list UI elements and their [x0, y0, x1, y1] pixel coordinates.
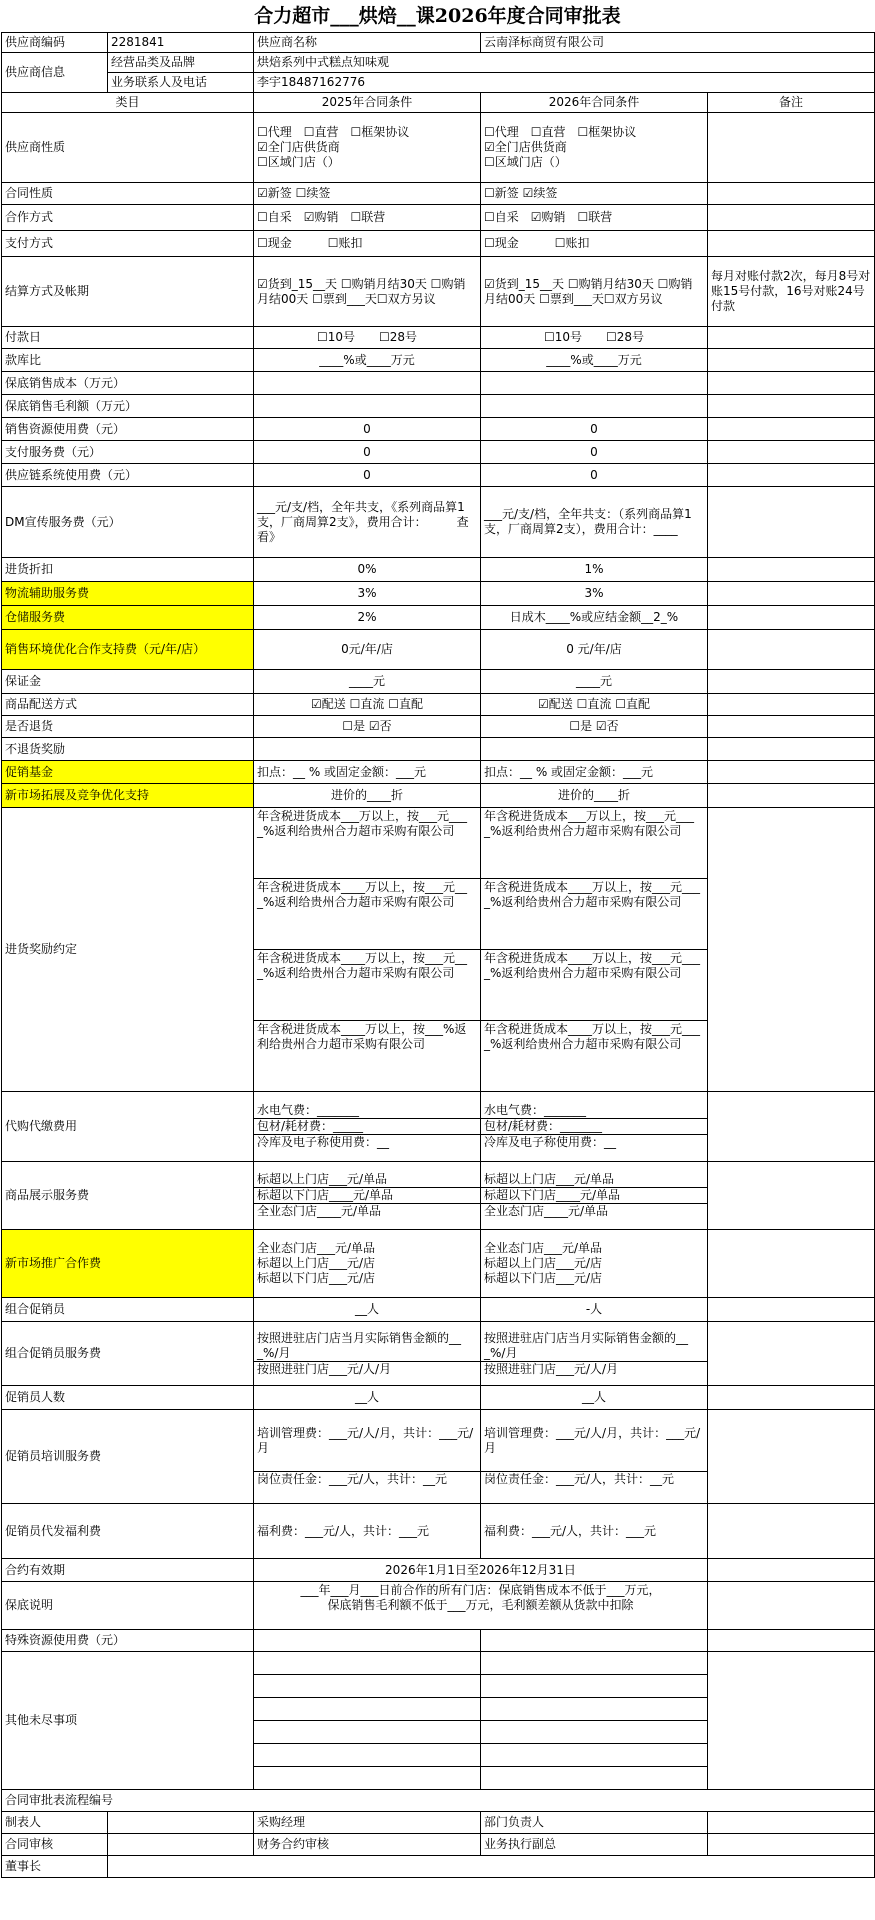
rebate-2026-tier: 年含税进货成本____万以上，按___元____%返利给贵州合力超市采购有限公司 — [481, 950, 708, 1021]
mkt-promo-2025 — [254, 1230, 481, 1298]
header-2025: 2025年合同条件 — [254, 93, 481, 113]
other-cell — [254, 1652, 481, 1675]
row-label-settle: 结算方式及帐期 — [2, 257, 254, 327]
deposit-2025: ____元 — [254, 670, 481, 694]
row-label-discount: 进货折扣 — [2, 558, 254, 582]
env-2026: 0 元/年/店 — [481, 630, 708, 670]
pay-svc-2026: 0 — [481, 441, 708, 464]
row-label-guar-cost: 保底销售成本（万元） — [2, 372, 254, 395]
promoter-fee-2026-line: 按照进驻门店___元/人/月 — [484, 1361, 619, 1376]
header-2026: 2026年合同条件 — [481, 93, 708, 113]
other-cell — [254, 1767, 481, 1790]
display-2025-line: 标超以上门店___元/单品 — [254, 1172, 480, 1188]
display-2026-line: 标超以下门店____元/单品 — [481, 1188, 707, 1204]
promo-fund-2026: 扣点：__ % 或固定金额：___元 — [481, 761, 708, 784]
row-label-nature: 供应商性质 — [2, 113, 254, 183]
display-remark — [708, 1162, 875, 1230]
row-label-contract-type: 合同性质 — [2, 183, 254, 205]
guarantee-line: 保底销售毛利额不低于___万元，毛利额差额从货款中扣除 — [327, 1598, 634, 1612]
row-label-rebate: 进货奖励约定 — [2, 808, 254, 1092]
other-cell — [254, 1698, 481, 1721]
contract-type-2025: ☑新签 ☐续签 — [254, 183, 481, 205]
welfare-2026: 福利费：___元/人，共计：___元 — [481, 1504, 708, 1559]
guarantee-remark — [708, 1582, 875, 1630]
proxy-2026-line: 冷库及电子称使用费：__ — [484, 1135, 617, 1149]
proxy-2025-line: 水电气费：_______ — [254, 1103, 480, 1119]
brand-label: 经营品类及品牌 — [108, 53, 254, 73]
row-label-other: 其他未尽事项 — [2, 1652, 254, 1790]
rebate-2025-tier: 年含税进货成本____万以上，按___%返利给贵州合力超市采购有限公司 — [254, 1021, 481, 1092]
scm-remark — [708, 464, 875, 487]
proxy-2026 — [481, 1092, 708, 1162]
pay-remark — [708, 231, 875, 257]
welfare-2025: 福利费：___元/人，共计：___元 — [254, 1504, 481, 1559]
supplier-name-label: 供应商名称 — [254, 33, 481, 53]
row-label-dm: DM宣传服务费（元） — [2, 487, 254, 558]
row-label-training: 促销员培训服务费 — [2, 1410, 254, 1504]
flow-number-label: 合同审批表流程编号 — [2, 1790, 875, 1812]
rebate-2026-tier: 年含税进货成本____万以上，按___元____%返利给贵州合力超市采购有限公司 — [481, 879, 708, 950]
mkt-promo-2025-line: 标超以上门店___元/店 — [257, 1256, 376, 1270]
approval-table — [1, 32, 875, 1878]
ratio-2025: ____%或____万元 — [254, 349, 481, 372]
guarantee-value — [254, 1582, 708, 1630]
settle-remark: 每月对账付款2次，每月8号对账15号付款，16号对账24号付款 — [708, 257, 875, 327]
proxy-remark — [708, 1092, 875, 1162]
nature-2026-line: ☑全门店供货商 — [484, 140, 567, 154]
header-category: 类目 — [2, 93, 254, 113]
nature-remark — [708, 113, 875, 183]
row-label-logistics: 物流辅助服务费 — [2, 582, 254, 606]
guarantee-line: ___年___月___日前合作的所有门店：保底销售成本不低于___万元， — [300, 1583, 661, 1597]
proxy-2025 — [254, 1092, 481, 1162]
new-market-2026: 进价的____折 — [481, 784, 708, 808]
rebate-2025-tier: 年含税进货成本___万以上，按___元____%返利给贵州合力超市采购有限公司 — [254, 808, 481, 879]
nature-2026-line: ☐代理 ☐直营 ☐框架协议 — [484, 125, 637, 139]
pay-2026: ☐现金 ☐账扣 — [481, 231, 708, 257]
special-2025 — [254, 1630, 481, 1652]
row-label-pay: 支付方式 — [2, 231, 254, 257]
display-2026-line: 标超以上门店___元/单品 — [481, 1172, 707, 1188]
promo-fund-2025: 扣点：__ % 或固定金额：___元 — [254, 761, 481, 784]
row-label-payday: 付款日 — [2, 327, 254, 349]
supplier-name: 云南泽标商贸有限公司 — [481, 33, 875, 53]
promoter-2025: __人 — [254, 1298, 481, 1322]
nature-2025 — [254, 113, 481, 183]
mkt-promo-2025-line: 标超以下门店___元/店 — [257, 1271, 376, 1285]
page-title: 合力超市___烘焙__课2026年度合同审批表 — [254, 5, 621, 27]
other-cell — [254, 1721, 481, 1744]
contract-review-signature[interactable] — [108, 1834, 254, 1856]
promoter-2026: -人 — [481, 1298, 708, 1322]
ratio-2026: ____%或____万元 — [481, 349, 708, 372]
display-2025-line: 全业态门店____元/单品 — [257, 1204, 382, 1218]
promo-fund-remark — [708, 761, 875, 784]
validity-remark — [708, 1559, 875, 1582]
payday-2026: ☐10号 ☐28号 — [481, 327, 708, 349]
mkt-promo-2026-line: 全业态门店___元/单品 — [484, 1241, 603, 1255]
dept-head-signature[interactable] — [708, 1812, 875, 1834]
dm-2026: ___元/支/档，全年共支：（系列商品算1支，厂商周算2支），费用合计：____ — [481, 487, 708, 558]
other-cell — [254, 1675, 481, 1698]
rebate-2025-tier: 年含税进货成本____万以上，按___元___%返利给贵州合力超市采购有限公司 — [254, 950, 481, 1021]
row-label-noreturn: 不退货奖励 — [2, 738, 254, 761]
proxy-2025-line: 冷库及电子称使用费：__ — [257, 1135, 390, 1149]
other-cell — [481, 1698, 708, 1721]
finance-review-label: 财务合约审核 — [254, 1834, 481, 1856]
returns-2026: ☐是 ☑否 — [481, 716, 708, 738]
other-cell — [254, 1744, 481, 1767]
row-label-promoter-count: 促销员人数 — [2, 1386, 254, 1410]
pay-2025: ☐现金 ☐账扣 — [254, 231, 481, 257]
nature-2025-line: ☑全门店供货商 — [257, 140, 340, 154]
mkt-promo-remark — [708, 1230, 875, 1298]
maker-signature[interactable] — [108, 1812, 254, 1834]
noreturn-remark — [708, 738, 875, 761]
maker-label: 制表人 — [2, 1812, 108, 1834]
new-market-2025: 进价的____折 — [254, 784, 481, 808]
rebate-remark — [708, 808, 875, 1092]
contract-type-2026: ☐新签 ☑续签 — [481, 183, 708, 205]
noreturn-2026 — [481, 738, 708, 761]
promoter-fee-remark — [708, 1322, 875, 1386]
row-label-promo-fund: 促销基金 — [2, 761, 254, 784]
other-cell — [481, 1675, 708, 1698]
promoter-count-2025: __人 — [254, 1386, 481, 1410]
sales-res-2025: 0 — [254, 418, 481, 441]
row-label-welfare: 促销员代发福利费 — [2, 1504, 254, 1559]
guar-margin-2025 — [254, 395, 481, 418]
display-2025 — [254, 1162, 481, 1230]
env-2025: 0元/年/店 — [254, 630, 481, 670]
row-label-pay-svc: 支付服务费（元） — [2, 441, 254, 464]
delivery-2025: ☑配送 ☐直流 ☐直配 — [254, 694, 481, 716]
mkt-promo-2026-line: 标超以下门店___元/店 — [484, 1271, 603, 1285]
row-label-mkt-promo: 新市场推广合作费 — [2, 1230, 254, 1298]
logistics-2026: 3% — [481, 582, 708, 606]
proxy-2026-line: 包材/耗材费：_______ — [481, 1119, 707, 1135]
mkt-promo-2025-line: 全业态门店___元/单品 — [257, 1241, 376, 1255]
row-label-env: 销售环境优化合作支持费（元/年/店） — [2, 630, 254, 670]
chairman-signature[interactable] — [108, 1856, 875, 1878]
row-label-sales-res: 销售资源使用费（元） — [2, 418, 254, 441]
header-remark: 备注 — [708, 93, 875, 113]
display-2026 — [481, 1162, 708, 1230]
promoter-fee-2026 — [481, 1322, 708, 1386]
training-2025-line: 岗位责任金：___元/人，共计：__元 — [257, 1472, 448, 1486]
contract-type-remark — [708, 183, 875, 205]
nature-2026-line: ☐区域门店（） — [484, 155, 567, 169]
vp-signature[interactable] — [708, 1834, 875, 1856]
discount-remark — [708, 558, 875, 582]
special-remark — [708, 1630, 875, 1652]
payday-remark — [708, 327, 875, 349]
other-cell — [481, 1652, 708, 1675]
mkt-promo-2026-line: 标超以上门店___元/店 — [484, 1256, 603, 1270]
row-label-new-market: 新市场拓展及竞争优化支持 — [2, 784, 254, 808]
promoter-fee-2025-line: 按照进驻店门店当月实际销售金额的___%/月 — [254, 1331, 480, 1362]
row-label-special: 特殊资源使用费（元） — [2, 1630, 254, 1652]
training-2025 — [254, 1410, 481, 1504]
scm-2026: 0 — [481, 464, 708, 487]
row-label-returns: 是否退货 — [2, 716, 254, 738]
discount-2025: 0% — [254, 558, 481, 582]
guar-cost-remark — [708, 372, 875, 395]
supplier-code: 2281841 — [108, 33, 254, 53]
welfare-remark — [708, 1504, 875, 1559]
training-2026 — [481, 1410, 708, 1504]
chairman-label: 董事长 — [2, 1856, 108, 1878]
ratio-remark — [708, 349, 875, 372]
promoter-remark — [708, 1298, 875, 1322]
row-label-guarantee: 保底说明 — [2, 1582, 254, 1630]
storage-2026: 日成木____%或应结金额__2_% — [481, 606, 708, 630]
row-label-promoter: 组合促销员 — [2, 1298, 254, 1322]
promoter-fee-2025 — [254, 1322, 481, 1386]
row-label-display: 商品展示服务费 — [2, 1162, 254, 1230]
row-label-scm: 供应链系统使用费（元） — [2, 464, 254, 487]
validity-value: 2026年1月1日至2026年12月31日 — [254, 1559, 708, 1582]
new-market-remark — [708, 784, 875, 808]
env-remark — [708, 630, 875, 670]
delivery-2026: ☑配送 ☐直流 ☐直配 — [481, 694, 708, 716]
guar-margin-2026 — [481, 395, 708, 418]
proxy-2025-line: 包材/耗材费：_____ — [254, 1119, 480, 1135]
sales-res-remark — [708, 418, 875, 441]
rebate-2026-tier: 年含税进货成本___万以上，按___元____%返利给贵州合力超市采购有限公司 — [481, 808, 708, 879]
pay-svc-2025: 0 — [254, 441, 481, 464]
nature-2025-line: ☐区域门店（） — [257, 155, 340, 169]
guar-margin-remark — [708, 395, 875, 418]
brand-value: 烘焙系列中式糕点知味观 — [254, 53, 875, 73]
nature-2026 — [481, 113, 708, 183]
row-label-validity: 合约有效期 — [2, 1559, 254, 1582]
training-2026-line: 培训管理费：___元/人/月，共计：___元/月 — [481, 1426, 707, 1472]
delivery-remark — [708, 694, 875, 716]
returns-remark — [708, 716, 875, 738]
promoter-fee-2025-line: 按照进驻门店___元/人/月 — [257, 1361, 392, 1376]
payday-2025: ☐10号 ☐28号 — [254, 327, 481, 349]
purchase-manager-label: 采购经理 — [254, 1812, 481, 1834]
deposit-2026: ____元 — [481, 670, 708, 694]
guar-cost-2026 — [481, 372, 708, 395]
contact-label: 业务联系人及电话 — [108, 73, 254, 93]
row-label-delivery: 商品配送方式 — [2, 694, 254, 716]
contact-value: 李宇18487162776 — [254, 73, 875, 93]
promoter-count-2026: __人 — [481, 1386, 708, 1410]
training-2026-line: 岗位责任金：___元/人，共计：__元 — [484, 1472, 675, 1486]
other-remark — [708, 1652, 875, 1790]
storage-2025: 2% — [254, 606, 481, 630]
proxy-2026-line: 水电气费：_______ — [481, 1103, 707, 1119]
other-cell — [481, 1721, 708, 1744]
coop-2026: ☐自采 ☑购销 ☐联营 — [481, 205, 708, 231]
row-label-promoter-fee: 组合促销员服务费 — [2, 1322, 254, 1386]
special-2026 — [481, 1630, 708, 1652]
pay-svc-remark — [708, 441, 875, 464]
storage-remark — [708, 606, 875, 630]
sales-res-2026: 0 — [481, 418, 708, 441]
settle-2026: ☑货到_15__天 ☐购销月结30天 ☐购销月结00天 ☐票到___天☐双方另议 — [481, 257, 708, 327]
display-2026-line: 全业态门店____元/单品 — [484, 1204, 609, 1218]
returns-2025: ☐是 ☑否 — [254, 716, 481, 738]
coop-remark — [708, 205, 875, 231]
settle-2025: ☑货到_15__天 ☐购销月结30天 ☐购销月结00天 ☐票到___天☐双方另议 — [254, 257, 481, 327]
promoter-count-remark — [708, 1386, 875, 1410]
scm-2025: 0 — [254, 464, 481, 487]
row-label-ratio: 款库比 — [2, 349, 254, 372]
row-label-guar-margin: 保底销售毛利额（万元） — [2, 395, 254, 418]
row-label-coop: 合作方式 — [2, 205, 254, 231]
row-label-proxy: 代购代缴费用 — [2, 1092, 254, 1162]
nature-2025-line: ☐代理 ☐直营 ☐框架协议 — [257, 125, 410, 139]
dm-remark — [708, 487, 875, 558]
other-cell — [481, 1767, 708, 1790]
promoter-fee-2026-line: 按照进驻店门店当月实际销售金额的___%/月 — [481, 1331, 707, 1362]
dm-2025: ___元/支/档，全年共支，《系列商品算1支，厂商周算2支》，费用合计： 查看》 — [254, 487, 481, 558]
guar-cost-2025 — [254, 372, 481, 395]
other-cell — [481, 1744, 708, 1767]
rebate-2026-tier: 年含税进货成本____万以上，按___元____%返利给贵州合力超市采购有限公司 — [481, 1021, 708, 1092]
dept-head-label: 部门负责人 — [481, 1812, 708, 1834]
training-remark — [708, 1410, 875, 1504]
display-2025-line: 标超以下门店____元/单品 — [254, 1188, 480, 1204]
contract-review-label: 合同审核 — [2, 1834, 108, 1856]
coop-2025: ☐自采 ☑购销 ☐联营 — [254, 205, 481, 231]
vp-label: 业务执行副总 — [481, 1834, 708, 1856]
mkt-promo-2026 — [481, 1230, 708, 1298]
discount-2026: 1% — [481, 558, 708, 582]
logistics-remark — [708, 582, 875, 606]
supplier-code-label: 供应商编码 — [2, 33, 108, 53]
row-label-deposit: 保证金 — [2, 670, 254, 694]
training-2025-line: 培训管理费：___元/人/月，共计：___元/月 — [254, 1426, 480, 1472]
noreturn-2025 — [254, 738, 481, 761]
logistics-2025: 3% — [254, 582, 481, 606]
row-label-storage: 仓储服务费 — [2, 606, 254, 630]
rebate-2025-tier: 年含税进货成本____万以上，按___元___%返利给贵州合力超市采购有限公司 — [254, 879, 481, 950]
supplier-info-label: 供应商信息 — [2, 53, 108, 93]
deposit-remark — [708, 670, 875, 694]
